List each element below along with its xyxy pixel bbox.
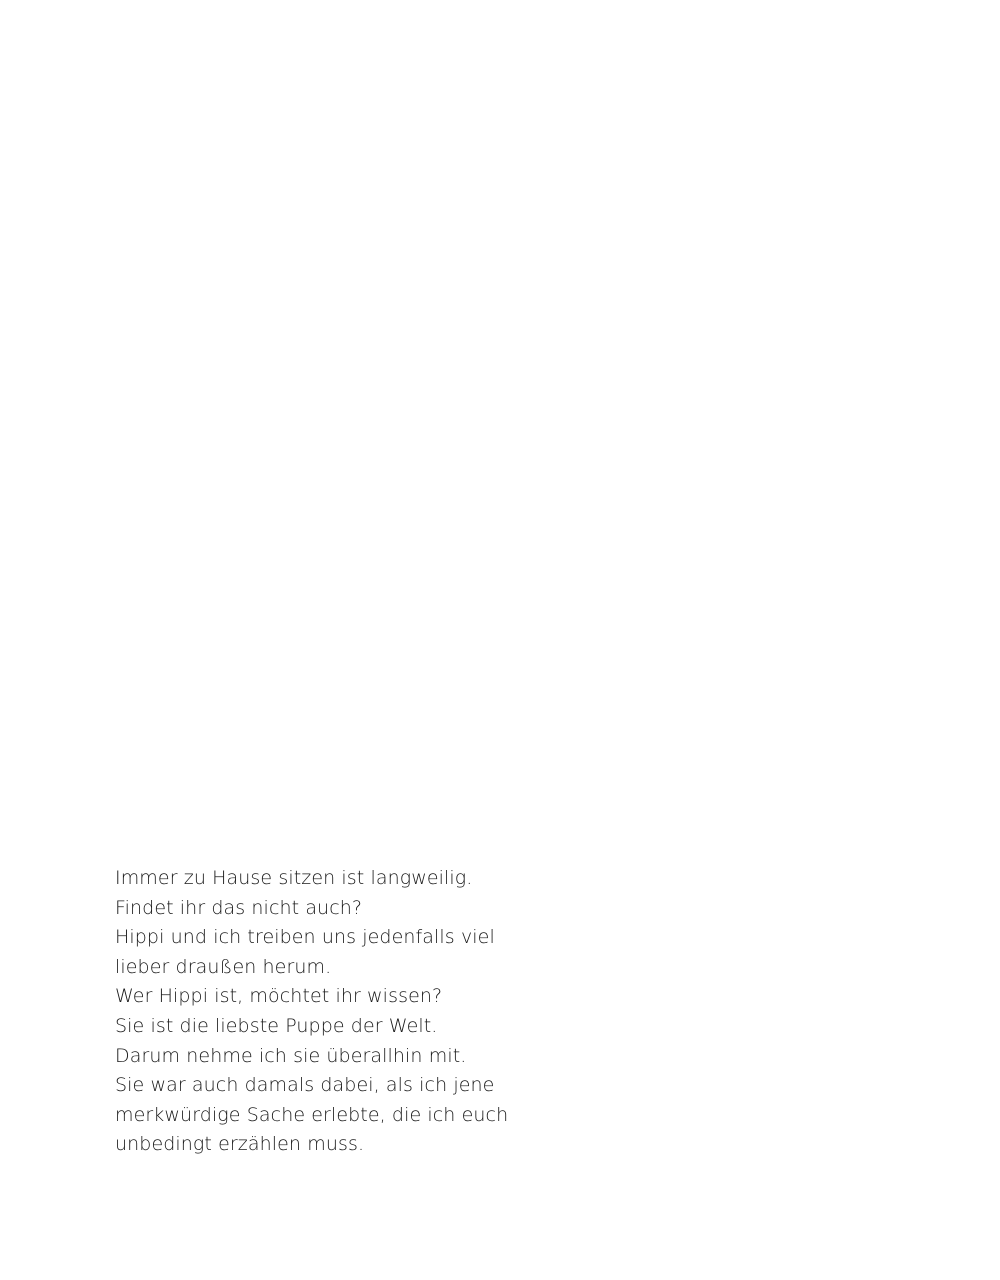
text-line: Immer zu Hause sitzen ist langweilig. (115, 867, 473, 889)
text-line: unbedingt erzählen muss. (115, 1133, 365, 1156)
text-line: Wer Hippi ist, möchtet ihr wissen? (115, 985, 443, 1008)
text-line: Darum nehme ich sie überallhin mit. (115, 1044, 467, 1067)
text-line: Hippi und ich treiben uns jedenfalls viel (115, 926, 495, 949)
text-line: Findet ihr das nicht auch? (115, 896, 363, 919)
text-line: lieber draußen herum. (115, 955, 332, 978)
text-line: merkwürdige Sache erlebte, die ich euch (115, 1103, 509, 1126)
text-line: Sie ist die liebste Puppe der Welt. (115, 1014, 438, 1037)
story-paragraph (115, 864, 535, 1160)
text-line: Sie war auch damals dabei, als ich jene (115, 1074, 495, 1097)
